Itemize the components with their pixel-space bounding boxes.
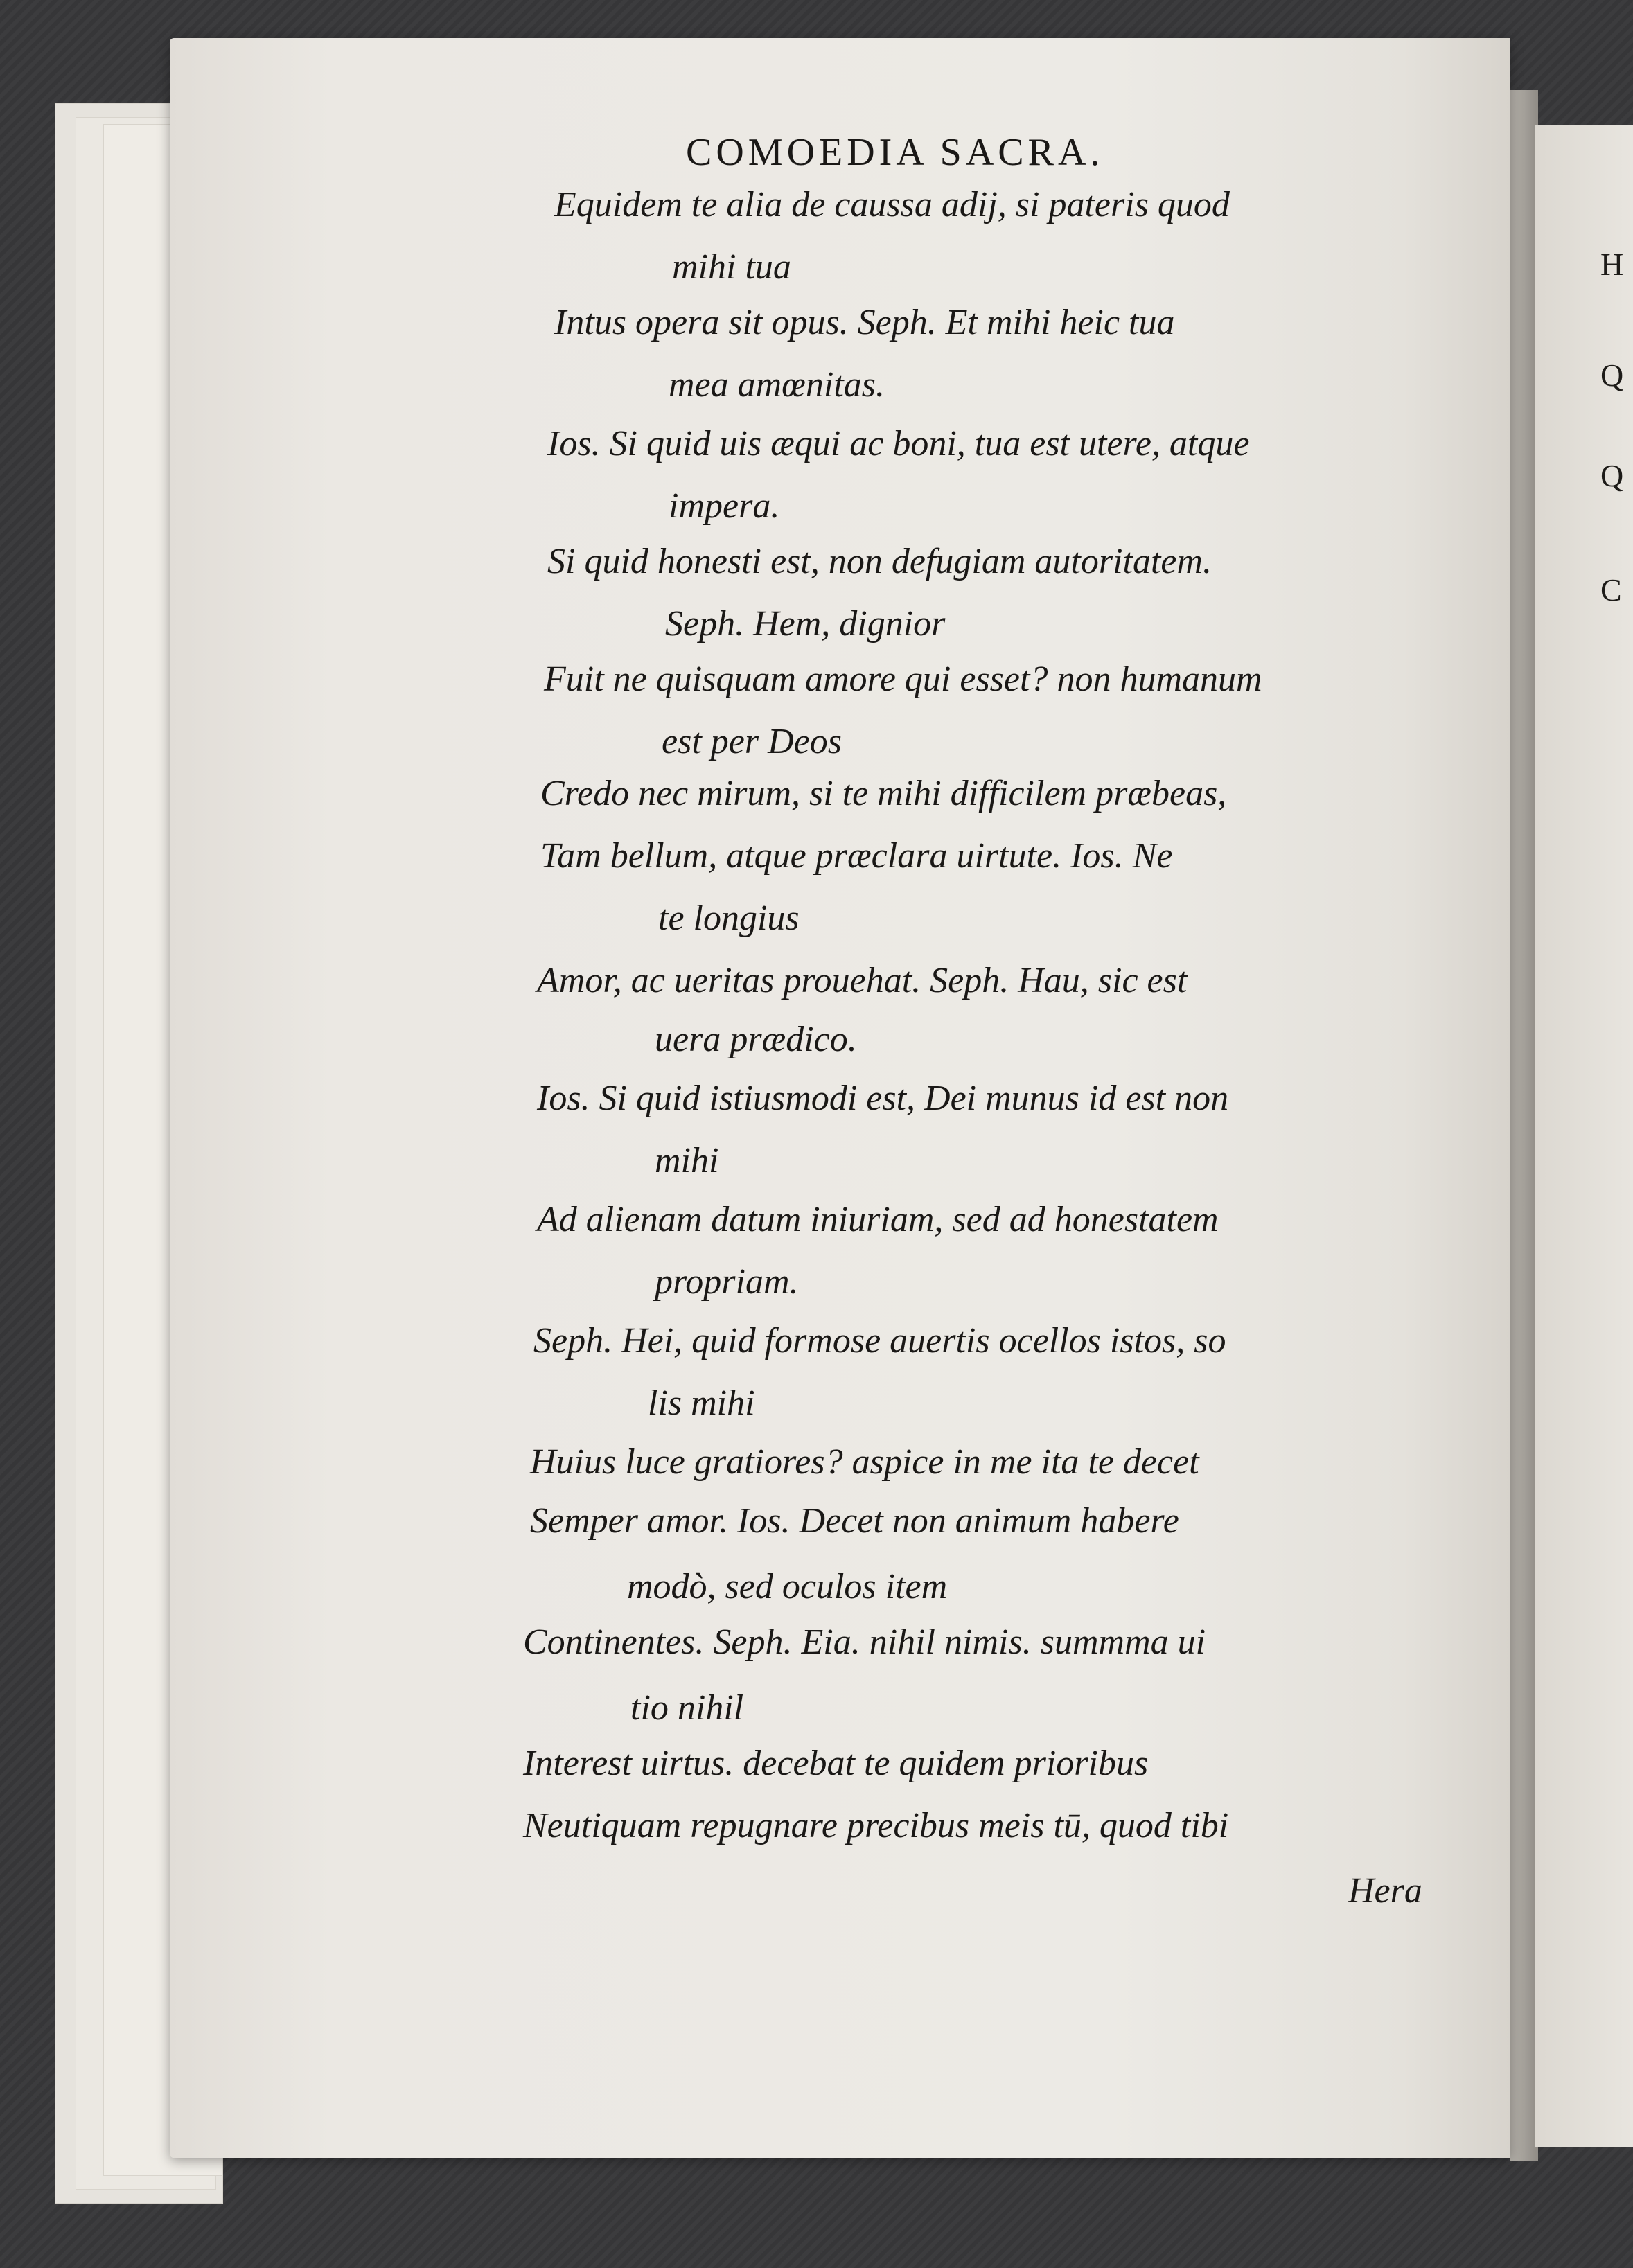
text-line: Amor, ac ueritas prouehat. Seph. Hau, sic est [537,961,1188,1000]
text-line: Intus opera sit opus. Seph. Et mihi heic tua [554,303,1175,342]
text-line: Ad alienam datum iniuriam, sed ad honestatem [537,1200,1219,1239]
text-line: est per Deos [662,722,842,761]
text-line: mihi tua [672,247,791,287]
text-line: impera. [669,486,780,526]
text-line: Seph. Hem, dignior [665,604,946,644]
text-line: Ios. Si quid uis æqui ac boni, tua est utere, atque [547,424,1250,463]
text-line: lis mihi [648,1383,755,1423]
text-line: Semper amor. Ios. Decet non animum habere [530,1501,1179,1541]
text-line: Huius luce gratiores? aspice in me ita te decet [530,1442,1199,1482]
text-line: tio nihil [630,1688,744,1728]
text-line: Fuit ne quisquam amore qui esset? non humanum [544,659,1262,699]
text-line: propriam. [655,1262,799,1302]
text-line: mea amœnitas. [669,365,885,405]
catchword: Hera [1348,1871,1422,1911]
text-line: Continentes. Seph. Eia. nihil nimis. summma ui [523,1622,1206,1662]
text-line: mihi [655,1141,719,1180]
book-gutter [1510,90,1538,2161]
text-line: Tam bellum, atque præclara uirtute. Ios. Ne [540,836,1173,876]
facing-page-letter: Q [1600,458,1624,493]
text-line: Credo nec mirum, si te mihi difficilem præbeas, [540,774,1227,813]
text-line: Interest uirtus. decebat te quidem prioribus [523,1744,1149,1783]
text-line: Equidem te alia de caussa adij, si pateris quod [554,185,1230,224]
text-line: Si quid honesti est, non defugiam autoritatem. [547,542,1212,581]
text-line: te longius [658,898,800,938]
text-line: uera prædico. [655,1020,857,1059]
text-line: Neutiquam repugnare precibus meis tū, quod tibi [523,1806,1229,1845]
facing-page-letter: Q [1600,357,1624,393]
text-line: modò, sed oculos item [627,1567,948,1606]
facing-page-letter: C [1600,572,1622,608]
text-line: Ios. Si quid istiusmodi est, Dei munus id est non [537,1079,1229,1118]
text-line: Seph. Hei, quid formose auertis ocellos istos, so [533,1321,1226,1361]
facing-page [1535,125,1633,2147]
facing-page-letter: H [1600,247,1624,282]
running-header: COMOEDIA SACRA. [686,131,1104,174]
